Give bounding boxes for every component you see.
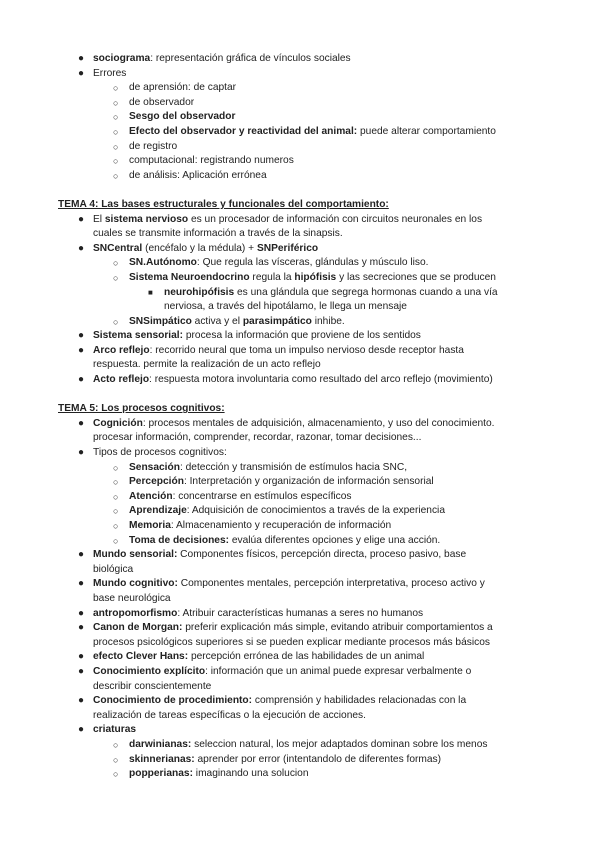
term: SN.Autónomo (129, 257, 197, 269)
bullet-l1: ● (78, 665, 85, 677)
item-text: Errores (93, 67, 127, 79)
term: SNPeriférico (256, 242, 319, 254)
definition: comprensión y habilidades relacionadas con la (252, 695, 467, 707)
term: Sesgo del observador (129, 111, 236, 123)
definition: procesa la información que proviene de los sentidos (183, 330, 421, 342)
list-item (0, 125, 600, 140)
term: efecto Clever Hans: (93, 651, 189, 663)
item-text (129, 110, 235, 125)
bullet-l1: ● (78, 622, 85, 634)
item-text: de observador (129, 96, 195, 108)
term: Conocimiento de procedimiento: (93, 695, 253, 707)
bullet-l1: ● (78, 67, 85, 79)
definition: inhibe. (311, 315, 345, 327)
list-item-continuation (0, 563, 600, 578)
term: popperianas: (129, 768, 193, 780)
definition: es un procesador de información con circuitos neuronales en los (188, 213, 483, 225)
item-text (93, 417, 494, 432)
list-item (0, 621, 600, 636)
item-text: procesar información, comprender, recordar, razonar, tomar decisiones... (93, 432, 422, 444)
definition: : recorrido neural que toma un impulso nervioso desde receptor hasta (149, 344, 464, 356)
bullet-l2: ○ (113, 141, 119, 152)
text-run: regula la (249, 271, 295, 283)
list-item (0, 665, 600, 680)
definition: preferir explicación más simple, evitando atribuir comportamientos a (182, 622, 493, 634)
list-item (0, 315, 600, 330)
term: skinnerianas: (129, 753, 195, 765)
list-item (0, 140, 600, 155)
item-text (129, 475, 434, 490)
list-item-continuation (0, 709, 600, 724)
definition: : representación gráfica de vínculos sociales (150, 53, 351, 64)
list-item (0, 446, 600, 461)
item-text (164, 286, 498, 301)
spacer (0, 388, 600, 403)
list-item (0, 723, 600, 738)
bullet-l2: ○ (113, 83, 119, 94)
term: sociograma (93, 53, 151, 64)
item-text (129, 738, 487, 753)
item-text (93, 694, 466, 709)
section-heading (0, 402, 600, 417)
definition: : respuesta motora involuntaria como resultado del arco reflejo (movimiento) (149, 374, 493, 386)
list-item (0, 213, 600, 228)
item-text: de análisis: Aplicación errónea (129, 169, 267, 181)
term: SNSimpático (129, 315, 192, 327)
definition: evalúa diferentes opciones y elige una acción. (229, 534, 441, 546)
definition: : procesos mentales de adquisición, almacenamiento, y uso del conocimiento. (142, 417, 495, 429)
item-text (129, 504, 445, 519)
list-item (0, 548, 600, 563)
list-item (0, 373, 600, 388)
list-item (0, 96, 600, 111)
definition: y las secreciones que se producen (336, 271, 496, 283)
heading-text: TEMA 5: Los procesos cognitivos: (58, 403, 225, 415)
list-item (0, 534, 600, 549)
item-text (129, 753, 441, 768)
bullet-l1: ● (78, 724, 85, 736)
item-text (129, 767, 309, 782)
bullet-l2: ○ (113, 754, 119, 765)
item-text (129, 271, 496, 286)
bullet-l1: ● (78, 330, 85, 342)
term: hipófisis (294, 271, 337, 283)
item-text (93, 650, 424, 665)
bullet-l2: ○ (113, 156, 119, 167)
item-text (129, 315, 345, 330)
item-text (93, 344, 464, 359)
list-item (0, 81, 600, 96)
item-text (129, 490, 352, 505)
list-item-continuation (0, 300, 600, 315)
definition: puede alterar comportamiento (357, 125, 496, 137)
term: Efecto del observador y reactividad del animal: (129, 125, 358, 137)
item-text (93, 548, 466, 563)
item-text (129, 256, 429, 271)
bullet-l2: ○ (113, 112, 119, 123)
term: Sensación (129, 461, 180, 473)
term: criaturas (93, 724, 137, 736)
bullet-l2: ○ (113, 258, 119, 269)
item-text: biológica (93, 563, 134, 575)
list-item (0, 242, 600, 257)
term: Cognición (93, 417, 143, 429)
list-item (0, 650, 600, 665)
item-text: describir conscientemente (93, 680, 212, 692)
bullet-l2: ○ (113, 170, 119, 181)
term: neurohipófisis (164, 286, 235, 298)
item-text (93, 52, 351, 67)
list-item (0, 461, 600, 476)
bullet-l2: ○ (113, 316, 119, 327)
list-item (0, 286, 600, 301)
term: parasimpático (242, 315, 312, 327)
bullet-l2: ○ (113, 477, 119, 488)
list-item (0, 417, 600, 432)
bullet-l1: ● (78, 417, 85, 429)
bullet-l2: ○ (113, 769, 119, 780)
spacer (0, 183, 600, 198)
list-item (0, 519, 600, 534)
list-item (0, 169, 600, 184)
item-text: procesos psicológicos superiores si se pueden explicar mediante procesos más básicos (93, 636, 490, 648)
term: Conocimiento explícito (93, 665, 206, 677)
list-item (0, 344, 600, 359)
item-text (93, 665, 471, 680)
bullet-l2: ○ (113, 97, 119, 108)
term: Atención (129, 490, 173, 502)
item-text: computacional: registrando numeros (129, 155, 294, 167)
definition: : Almacenamiento y recuperación de información (170, 520, 392, 531)
list-item (0, 607, 600, 622)
definition: aprender por error (intentandolo de diferentes formas) (194, 753, 442, 765)
bullet-l1: ● (78, 242, 85, 254)
item-text (129, 461, 407, 476)
list-item (0, 154, 600, 169)
list-item (0, 490, 600, 505)
definition: : detección y transmisión de estímulos hacia SNC, (179, 461, 408, 473)
bullet-l3: ■ (148, 287, 153, 297)
list-item-continuation (0, 358, 600, 373)
item-text (93, 329, 421, 344)
item-text: de aprensión: de captar (129, 82, 237, 94)
list-item (0, 738, 600, 753)
list-item (0, 767, 600, 782)
item-text: respuesta. permite la realización de un acto reflejo (93, 359, 321, 371)
definition: percepción errónea de las habilidades de un animal (188, 651, 425, 663)
definition: : Adquisición de conocimientos a través de la experiencia (186, 505, 445, 517)
bullet-l2: ○ (113, 491, 119, 502)
list-item-continuation (0, 592, 600, 607)
list-item (0, 271, 600, 286)
bullet-l1: ● (78, 578, 85, 590)
item-text (129, 534, 440, 549)
item-text: Tipos de procesos cognitivos: (93, 447, 227, 459)
bullet-l1: ● (78, 607, 85, 619)
term: darwinianas: (129, 738, 192, 750)
item-text (93, 373, 493, 388)
item-text: de registro (129, 140, 178, 152)
bullet-l1: ● (78, 213, 85, 225)
term: Toma de decisiones: (129, 534, 230, 546)
bullet-l1: ● (78, 53, 85, 64)
item-text (129, 125, 496, 140)
term: Mundo cognitivo: (93, 578, 178, 590)
list-item (0, 52, 600, 67)
bullet-l1: ● (78, 344, 85, 356)
definition: seleccion natural, los mejor adaptados dominan sobre los menos (191, 738, 488, 750)
list-item-continuation (0, 680, 600, 695)
bullet-l1: ● (78, 651, 85, 663)
text-run: El (93, 213, 105, 225)
item-text: cuales se transmite información a través de la sinapsis. (93, 228, 343, 240)
bullet-l1: ● (78, 447, 85, 459)
definition: Componentes físicos, percepción directa, proceso pasivo, base (177, 549, 467, 561)
item-text (93, 723, 136, 738)
list-item (0, 694, 600, 709)
item-text (93, 607, 423, 622)
definition: : Interpretación y organización de información sensorial (183, 476, 434, 488)
definition: : Que regula las vísceras, glándulas y músculo liso. (196, 257, 429, 269)
definition: imaginando una solucion (192, 768, 309, 780)
list-item (0, 329, 600, 344)
term: Aprendizaje (129, 505, 187, 517)
definition: : concentrarse en estímulos específicos (172, 490, 352, 502)
term: SNCentral (93, 242, 143, 254)
list-item (0, 577, 600, 592)
term: Mundo sensorial: (93, 549, 178, 561)
bullet-l1: ● (78, 374, 85, 386)
list-item (0, 504, 600, 519)
heading-text: TEMA 4: Las bases estructurales y funcionales del comportamiento: (58, 198, 389, 210)
bullet-l2: ○ (113, 462, 119, 473)
bullet-l2: ○ (113, 535, 119, 546)
term: Sistema Neuroendocrino (129, 271, 250, 283)
bullet-l1: ● (78, 549, 85, 561)
bullet-l2: ○ (113, 506, 119, 517)
definition: Componentes mentales, percepción interpretativa, proceso activo y (177, 578, 485, 590)
term: Memoria (129, 520, 171, 531)
list-item (0, 475, 600, 490)
bullet-l1: ● (78, 695, 85, 707)
definition: : Atribuir características humanas a seres no humanos (177, 607, 424, 619)
text-run: activa y el (191, 315, 243, 327)
list-item (0, 110, 600, 125)
list-item (0, 753, 600, 768)
item-text (93, 621, 493, 636)
list-item-continuation (0, 431, 600, 446)
definition: : información que un animal puede expresar verbalmente o (205, 665, 472, 677)
term: sistema nervioso (104, 213, 189, 225)
term: Sistema sensorial: (93, 330, 184, 342)
item-text (93, 213, 482, 228)
bullet-l2: ○ (113, 272, 119, 283)
term: Percepción (129, 476, 184, 488)
item-text: realización de tareas específicas o la ejecución de acciones. (93, 709, 366, 721)
section-heading (0, 198, 600, 213)
list-item-continuation (0, 636, 600, 651)
bullet-l2: ○ (113, 739, 119, 750)
term: antropomorfismo (93, 607, 178, 619)
item-text: base neurológica (93, 592, 171, 604)
item-text: nerviosa, a través del hipotálamo, le llega un mensaje (164, 301, 407, 313)
list-item (0, 256, 600, 271)
bullet-l2: ○ (113, 126, 119, 137)
term: Arco reflejo (93, 344, 150, 356)
list-item-continuation (0, 227, 600, 242)
item-text (129, 519, 391, 534)
definition: es una glándula que segrega hormonas cuando a una vía (234, 286, 498, 298)
list-item (0, 67, 600, 82)
document-page (0, 52, 600, 782)
definition: (encéfalo y la médula) + (142, 242, 257, 254)
term: Canon de Morgan: (93, 622, 183, 634)
item-text (93, 577, 485, 592)
term: Acto reflejo (93, 374, 150, 386)
bullet-l2: ○ (113, 521, 119, 531)
item-text (93, 242, 318, 257)
